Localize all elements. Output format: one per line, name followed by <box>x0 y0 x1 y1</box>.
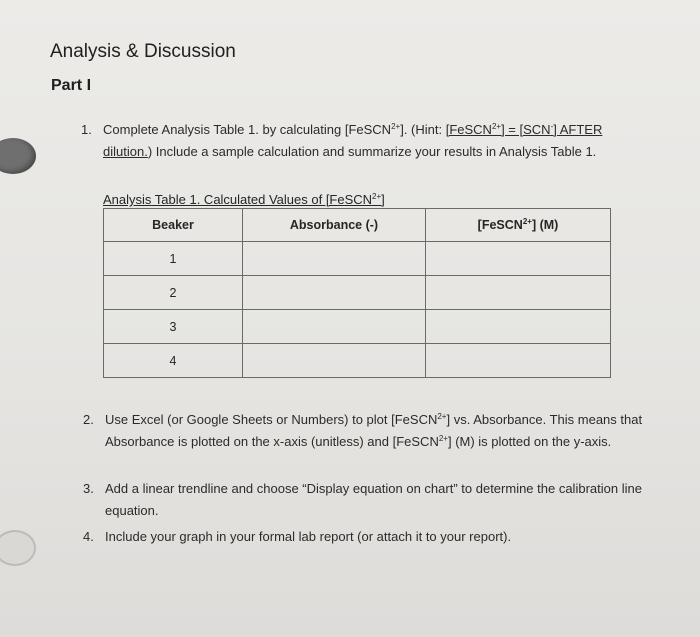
table-caption: Analysis Table 1. Calculated Values of [FeSCN$^{2+}$] <box>103 192 385 207</box>
question-1-line-2: dilution.) Include a sample calculation and summarize your results in Analysis Table 1. <box>103 144 597 159</box>
beaker-cell: 2 <box>104 276 243 310</box>
concentration-cell[interactable] <box>426 276 611 310</box>
concentration-cell[interactable] <box>426 344 611 378</box>
absorbance-cell[interactable] <box>243 276 426 310</box>
question-1-line-1: Complete Analysis Table 1. by calculating [FeSCN$^{2+}$]. (Hint: [FeSCN$^{2+}$] = [SCN-] AFTER <box>103 122 603 137</box>
question-4 <box>83 526 655 548</box>
table-header-row <box>104 209 611 242</box>
absorbance-cell[interactable] <box>243 242 426 276</box>
question-1-number: 1. <box>81 122 92 137</box>
question-3 <box>83 478 655 522</box>
table-row <box>104 310 611 344</box>
header-concentration: [FeSCN$^{2+}$] (M) <box>426 209 611 242</box>
question-4-text: Include your graph in your formal lab report (or attach it to your report). <box>105 529 512 544</box>
concentration-cell[interactable] <box>426 242 611 276</box>
question-2-number: 2. <box>83 412 94 427</box>
part-heading: Part I <box>51 77 92 94</box>
header-beaker: Beaker <box>104 209 243 242</box>
beaker-cell: 3 <box>104 310 243 344</box>
header-absorbance: Absorbance (-) <box>243 209 426 242</box>
absorbance-cell[interactable] <box>243 310 426 344</box>
concentration-cell[interactable] <box>426 310 611 344</box>
analysis-table <box>103 208 611 378</box>
section-heading: Analysis & Discussion <box>50 41 236 62</box>
question-4-number: 4. <box>83 529 94 544</box>
absorbance-cell[interactable] <box>243 344 426 378</box>
beaker-cell: 4 <box>104 344 243 378</box>
question-2: 2. Use Excel (or Google Sheets or Numbers) to plot [FeSCN$^{2+}$] vs. Absorbance. This means that Absorbance is plotted on the x-axis (unitless) and [FeSCN$^{2+}$] (M) is plotted on the y-axis. <box>105 409 655 453</box>
question-3-number: 3. <box>83 481 94 496</box>
table-row <box>104 344 611 378</box>
question-3-text: Add a linear trendline and choose “Display equation on chart” to determine the calibration line equation. <box>105 481 642 518</box>
question-1 <box>81 119 673 163</box>
binder-hole-bottom <box>0 530 36 566</box>
hint-underlined: [FeSCN$^{2+}$] = [SCN-] AFTER <box>445 122 603 137</box>
table-row <box>104 242 611 276</box>
beaker-cell: 1 <box>104 242 243 276</box>
binder-hole-top <box>0 138 36 174</box>
table-row <box>104 276 611 310</box>
